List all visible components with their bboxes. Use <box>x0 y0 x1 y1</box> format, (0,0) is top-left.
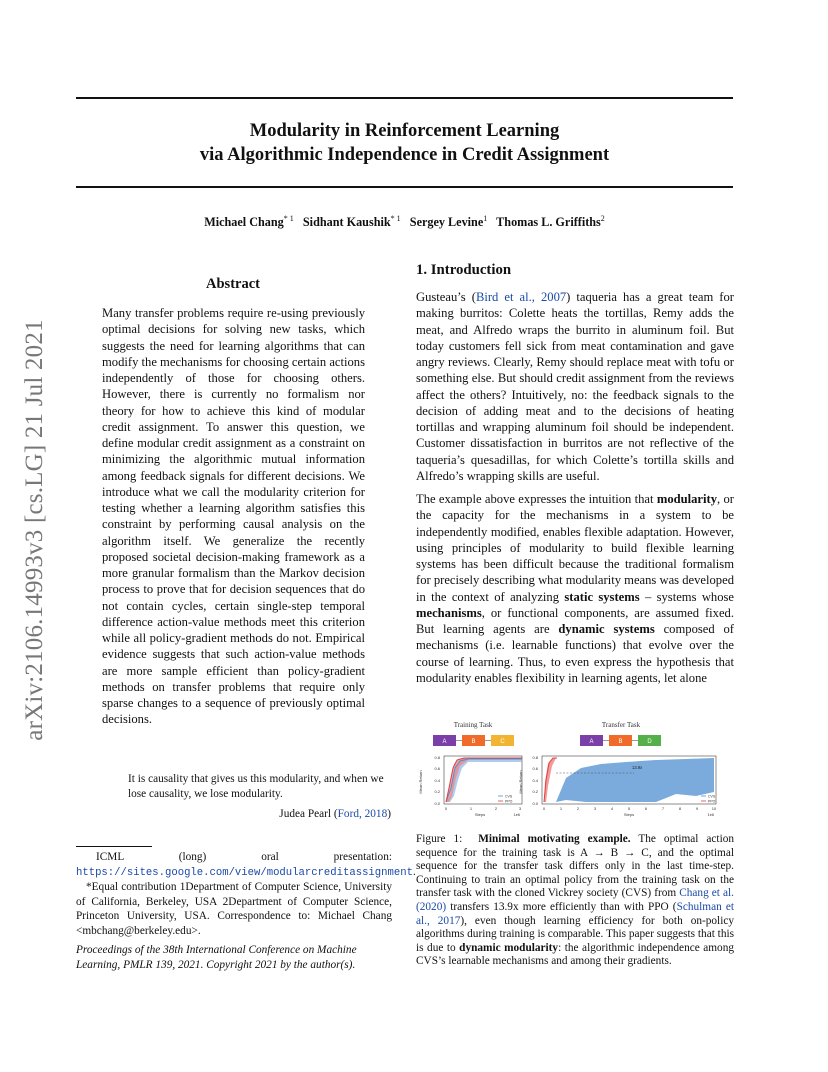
caption-title: Minimal motivating example. <box>478 833 631 845</box>
x-tick: 7 <box>661 806 665 811</box>
intro-text: , or the capacity for the mechanisms in a system to be independently modified, enables flexible adaptation. However, using principles of modularity to build flexible learning systems has been difficult because the traditional formalism for precisely describing what modularity means was developed in the context of analyzing <box>416 492 734 604</box>
citation-link[interactable]: Schulman et al., 2017 <box>416 900 734 927</box>
intro-text: – systems whose <box>639 589 734 604</box>
y-tick: 0.0 <box>434 801 440 806</box>
y-tick: 0.8 <box>434 755 440 760</box>
caption-text: transfers 13.9x more efficiently than with PPO ( <box>446 900 677 913</box>
y-tick: 0.0 <box>532 801 538 806</box>
legend-ppo: PPO <box>708 799 716 804</box>
epigraph-author: Judea Pearl ( <box>279 808 338 820</box>
action-b-label: B <box>471 739 476 745</box>
y-axis-label: Mean Return <box>518 770 523 794</box>
project-url-link[interactable]: https://sites.google.com/view/modularcreditassignment <box>76 866 413 879</box>
x-tick: 10 <box>711 806 717 811</box>
x-axis-label: Steps <box>623 812 635 817</box>
x-tick: 2 <box>576 806 580 811</box>
intro-text: The example above expresses the intuition that <box>416 492 657 506</box>
x-axis-label: Steps <box>474 812 486 817</box>
bold-term: static systems <box>564 589 640 604</box>
bold-term: mechanisms <box>416 605 482 620</box>
action-b-label: B <box>618 739 623 745</box>
y-tick: 0.2 <box>532 789 538 794</box>
speedup-annotation: 13.9x <box>632 765 643 770</box>
paper-title <box>76 119 733 167</box>
action-c-label: C <box>500 739 505 745</box>
affiliation-footnote: *Equal contribution 1Department of Computer Science, University of California, Berkeley, USA 2Department of Computer Science, Princeton University, USA. Correspondence to: Michael Chang <mbchang@berkeley.edu>. <box>76 881 392 937</box>
y-tick: 0.6 <box>532 766 538 771</box>
x-scale: 1e6 <box>707 813 714 817</box>
legend-cvs: CVS <box>708 794 716 799</box>
intro-text: , or functional components, are assumed fixed. But learning agents are <box>416 605 734 636</box>
action-a-label: A <box>442 739 447 745</box>
figure-1-caption <box>416 833 734 969</box>
epigraph: It is causality that gives us this modularity, and when we lose causality, we lose modularity. <box>128 773 384 800</box>
footnotes <box>76 850 416 938</box>
section-heading-introduction: 1. Introduction <box>416 262 512 278</box>
transfer-sequence <box>580 735 661 746</box>
y-tick: 0.6 <box>434 766 440 771</box>
title-line-1: Modularity in Reinforcement Learning <box>249 121 560 141</box>
author-affiliation-mark: * 1 <box>283 214 294 223</box>
action-a-label: A <box>589 739 594 745</box>
legend-ppo: PPO <box>505 799 513 804</box>
caption-text: : the algorithmic independence among CVS’s learnable mechanisms and among their gradients. <box>416 941 734 968</box>
legend-cvs: CVS <box>505 794 513 799</box>
x-tick: 6 <box>644 806 648 811</box>
intro-text: Gusteau’s ( <box>416 290 476 304</box>
y-axis-label: Mean Return <box>418 770 423 794</box>
icml-footnote <box>76 850 416 880</box>
figure-1 <box>416 716 734 828</box>
title-bottom-rule <box>76 186 733 188</box>
intro-text: ) taqueria has a great team for making burritos: Colette heats the tortillas, Remy adds the meat, and Alfredo wraps the burrito in aluminum foil. But today customers fell sick from meat contamination and gave angry reviews. Clearly, Remy should replace meat with tofu or something else. But should credit assignment from the reviews affect the others? Intuitively, no: the feedback signals to the decision of adding meat and to the decisions of heating tortillas and wrapping aluminum foil should be independent. Customer dissatisfaction in burritos are not reflective of the taqueria’s quesadillas, for which Colette’s tortilla skills and Alfredo’s wrapping skills are useful. <box>416 290 734 483</box>
abstract-heading: Abstract <box>206 276 260 292</box>
y-tick: 0.2 <box>434 789 440 794</box>
x-tick: 1 <box>559 806 563 811</box>
bold-term: modularity <box>656 492 718 506</box>
author-affiliation-mark: * 1 <box>390 214 401 223</box>
epigraph-source <box>128 808 391 820</box>
icml-footnote-text: ICML (long) oral presentation: <box>96 851 392 863</box>
x-tick: 5 <box>627 806 631 811</box>
x-tick: 2 <box>494 806 498 811</box>
training-task-title: Training Task <box>453 721 493 729</box>
author-name: Thomas L. Griffiths <box>496 215 601 230</box>
intro-text: composed of mechanisms (i.e. learnable functions) that evolve over the course of learning. Thus, to even express the hypothesis that modularity enables flexibility in learning agents, let alone <box>416 622 734 685</box>
bold-term: dynamic systems <box>558 622 655 636</box>
x-tick: 0 <box>444 806 448 811</box>
bold-term: dynamic modularity <box>459 941 559 954</box>
x-tick: 0 <box>542 806 546 811</box>
author-name: Sidhant Kaushik <box>302 215 391 230</box>
x-tick: 3 <box>593 806 597 811</box>
author-affiliation-mark: 1 <box>483 214 488 223</box>
icml-footnote-end: . <box>412 865 416 878</box>
x-tick: 8 <box>678 806 682 811</box>
caption-text: The optimal action sequence for the training task is A → B → C, and the optimal sequence for the transfer task differs only in the last time-step. Continuing to train an optimal policy from the training task on the transfer task with the cloned Vickrey society (CVS) from <box>416 833 735 900</box>
author-affiliation-mark: 2 <box>600 214 605 223</box>
arxiv-stamp[interactable]: arXiv:2106.14993v3 [cs.LG] 21 Jul 2021 <box>21 319 48 741</box>
epigraph-close: ) <box>387 808 391 820</box>
citation-link[interactable]: Bird et al., 2007 <box>475 290 567 304</box>
intro-paragraph-2 <box>416 491 734 686</box>
x-tick: 4 <box>610 806 614 811</box>
citation-link[interactable]: Ford, 2018 <box>337 808 388 820</box>
title-line-2: via Algorithmic Independence in Credit Assignment <box>199 145 610 165</box>
top-rule <box>76 97 733 99</box>
citation-link[interactable]: Chang et al. (2020) <box>416 887 734 913</box>
y-tick: 0.4 <box>434 778 440 783</box>
training-plot <box>418 755 522 817</box>
author-name: Michael Chang <box>204 215 284 230</box>
footnote-rule <box>76 846 152 847</box>
x-scale: 1e6 <box>513 813 520 817</box>
arxiv-sidebar <box>10 300 60 760</box>
y-tick: 0.4 <box>532 778 538 783</box>
transfer-task-title: Transfer Task <box>601 721 641 729</box>
x-tick: 3 <box>518 806 522 811</box>
abstract-text: Many transfer problems require re-using previously optimal decisions for solving new tasks, which suggests the need for learning algorithms that can modify the mechanisms for choosing certain actions independently of those for choosing others. However, there is currently no formalism nor theory for how to achieve this kind of modular credit assignment. To answer this question, we define modular credit assignment as a constraint on minimizing the algorithmic mutual information among feedback signals for different decisions. We introduce what we call the modularity criterion for testing whether a learning algorithm satisfies this constraint by performing causal analysis on the algorithm itself. We generalize the recently proposed societal decision-making framework as a more granular formalism than the Markov decision process to prove that for decision sequences that do not contain cycles, certain single-step temporal difference action-value methods meet this criterion while all policy-gradient methods do not. Empirical evidence suggests that such action-value methods are more sample efficient than policy-gradient methods on transfer problems that require only sparse changes to a sequence of previously optimal decisions. <box>102 306 365 727</box>
author-name: Sergey Levine <box>409 215 484 230</box>
y-tick: 0.8 <box>532 755 538 760</box>
x-tick: 1 <box>469 806 473 811</box>
caption-label: Figure 1: <box>416 833 463 845</box>
proceedings-note: Proceedings of the 38th International Conference on Machine Learning, PMLR 139, 2021. Copyright 2021 by the author(s). <box>76 944 357 971</box>
intro-paragraph-1 <box>416 289 734 484</box>
x-tick: 9 <box>695 806 699 811</box>
caption-text: ), even though learning efficiency for both on-policy algorithms during training is comparable. This paper suggests that this is due to <box>416 914 734 954</box>
training-sequence <box>433 735 514 746</box>
author-list <box>76 214 733 230</box>
action-d-label: D <box>647 739 652 745</box>
transfer-plot <box>518 755 717 817</box>
